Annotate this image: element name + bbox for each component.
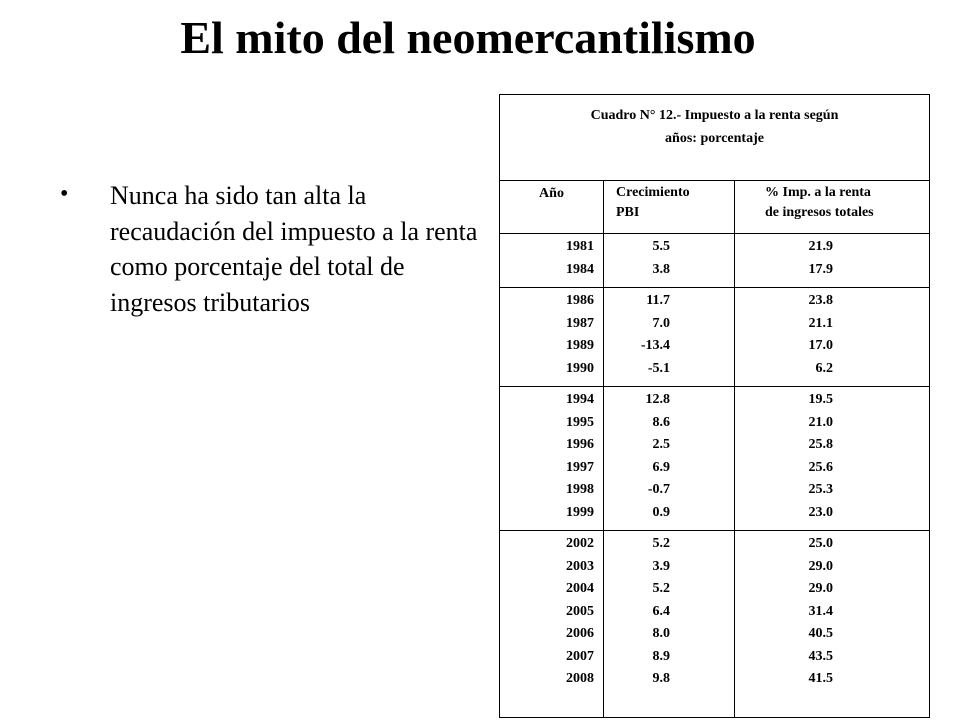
income-tax-share-cell — [735, 288, 930, 387]
income-tax-share-value: 25.8 — [808, 437, 833, 452]
gdp-growth-value: 3.9 — [652, 558, 670, 574]
year-value: 2008 — [566, 671, 594, 686]
income-tax-table — [499, 94, 930, 718]
header-year: Año — [500, 181, 604, 234]
year-value: 1996 — [566, 437, 594, 452]
year-cell — [500, 288, 604, 387]
table-caption-line-1: Cuadro N° 12.- Impuesto a la renta según — [590, 108, 839, 123]
table-header-row — [500, 181, 930, 234]
income-tax-share-value: 31.4 — [808, 603, 833, 619]
table-caption-row — [500, 95, 930, 181]
year-value: 2002 — [566, 536, 594, 551]
header-gdp-growth — [604, 181, 735, 234]
gdp-growth-cell — [604, 234, 735, 288]
year-value: 1998 — [566, 482, 594, 497]
gdp-growth-value: 5.2 — [652, 581, 670, 596]
header-gdp-line-2: PBI — [616, 205, 640, 220]
gdp-growth-value: 9.8 — [652, 671, 670, 686]
gdp-growth-value: 5.2 — [652, 536, 670, 551]
bullet-marker: • — [60, 181, 69, 207]
table-caption-line-2: años: porcentaje — [665, 130, 764, 146]
header-tax-line-2: de ingresos totales — [765, 205, 874, 220]
income-tax-share-value: 6.2 — [815, 360, 833, 376]
income-tax-share-value: 21.9 — [808, 239, 833, 254]
slide-title: El mito del neomercantilismo — [180, 12, 756, 63]
table-row-group — [500, 531, 930, 718]
income-tax-share-value: 40.5 — [808, 626, 833, 641]
income-tax-share-value: 17.9 — [808, 261, 833, 277]
year-value: 1994 — [566, 392, 594, 407]
gdp-growth-value: 6.9 — [652, 459, 670, 475]
year-value: 1987 — [566, 315, 594, 331]
income-tax-share-cell — [735, 387, 930, 531]
table-row-group — [500, 387, 930, 531]
gdp-growth-value: 2.5 — [652, 437, 670, 452]
gdp-growth-value: 7.0 — [652, 315, 670, 331]
table-row-group — [500, 234, 930, 288]
year-value: 2006 — [566, 626, 594, 641]
year-value: 2007 — [566, 648, 594, 664]
income-tax-share-value: 29.0 — [808, 581, 833, 596]
gdp-growth-value: 3.8 — [652, 261, 670, 277]
bullet-text: Nunca ha sido tan alta la recaudación del impuesto a la renta como porcentaje del total de ingresos tributarios — [110, 181, 478, 317]
income-tax-share-cell — [735, 531, 930, 718]
year-value: 1984 — [566, 261, 594, 277]
income-tax-share-value: 43.5 — [808, 648, 833, 664]
income-tax-share-value: 21.1 — [808, 315, 833, 331]
year-value: 1995 — [566, 414, 594, 430]
gdp-growth-value: 6.4 — [652, 603, 670, 619]
gdp-growth-value: 5.5 — [652, 239, 670, 254]
year-cell — [500, 234, 604, 288]
year-value: 1986 — [566, 293, 594, 308]
header-income-tax-share — [735, 181, 930, 234]
year-cell — [500, 531, 604, 718]
gdp-growth-value: 8.0 — [652, 626, 670, 641]
gdp-growth-value: -5.1 — [647, 360, 670, 376]
gdp-growth-value: 12.8 — [645, 392, 670, 407]
gdp-growth-cell — [604, 288, 735, 387]
bullet-point — [60, 178, 490, 320]
income-tax-share-value: 25.3 — [808, 482, 833, 497]
gdp-growth-value: 8.6 — [652, 414, 670, 430]
income-tax-share-value: 23.8 — [808, 293, 833, 308]
table-row-group — [500, 288, 930, 387]
year-value: 1981 — [566, 239, 594, 254]
income-tax-share-value: 19.5 — [808, 392, 833, 407]
income-tax-share-value: 17.0 — [808, 338, 833, 353]
gdp-growth-cell — [604, 387, 735, 531]
gdp-growth-value: 0.9 — [652, 504, 670, 520]
income-tax-share-value: 23.0 — [808, 504, 833, 520]
gdp-growth-value: 8.9 — [652, 648, 670, 664]
year-value: 1990 — [566, 360, 594, 376]
header-gdp-line-1: Crecimiento — [616, 185, 690, 200]
year-cell — [500, 387, 604, 531]
income-tax-share-cell — [735, 234, 930, 288]
gdp-growth-value: -0.7 — [647, 482, 670, 497]
year-value: 1989 — [566, 338, 594, 353]
year-value: 1997 — [566, 459, 594, 475]
table-caption — [500, 95, 930, 181]
income-tax-share-value: 25.6 — [808, 459, 833, 475]
gdp-growth-value: 11.7 — [646, 293, 670, 308]
gdp-growth-value: -13.4 — [640, 338, 670, 353]
year-value: 1999 — [566, 504, 594, 520]
year-value: 2005 — [566, 603, 594, 619]
gdp-growth-cell — [604, 531, 735, 718]
income-tax-share-value: 29.0 — [808, 558, 833, 574]
header-tax-line-1: % Imp. a la renta — [765, 185, 871, 200]
year-value: 2004 — [566, 581, 594, 596]
income-tax-share-value: 25.0 — [808, 536, 833, 551]
year-value: 2003 — [566, 558, 594, 574]
income-tax-share-value: 41.5 — [808, 671, 833, 686]
income-tax-share-value: 21.0 — [808, 414, 833, 430]
